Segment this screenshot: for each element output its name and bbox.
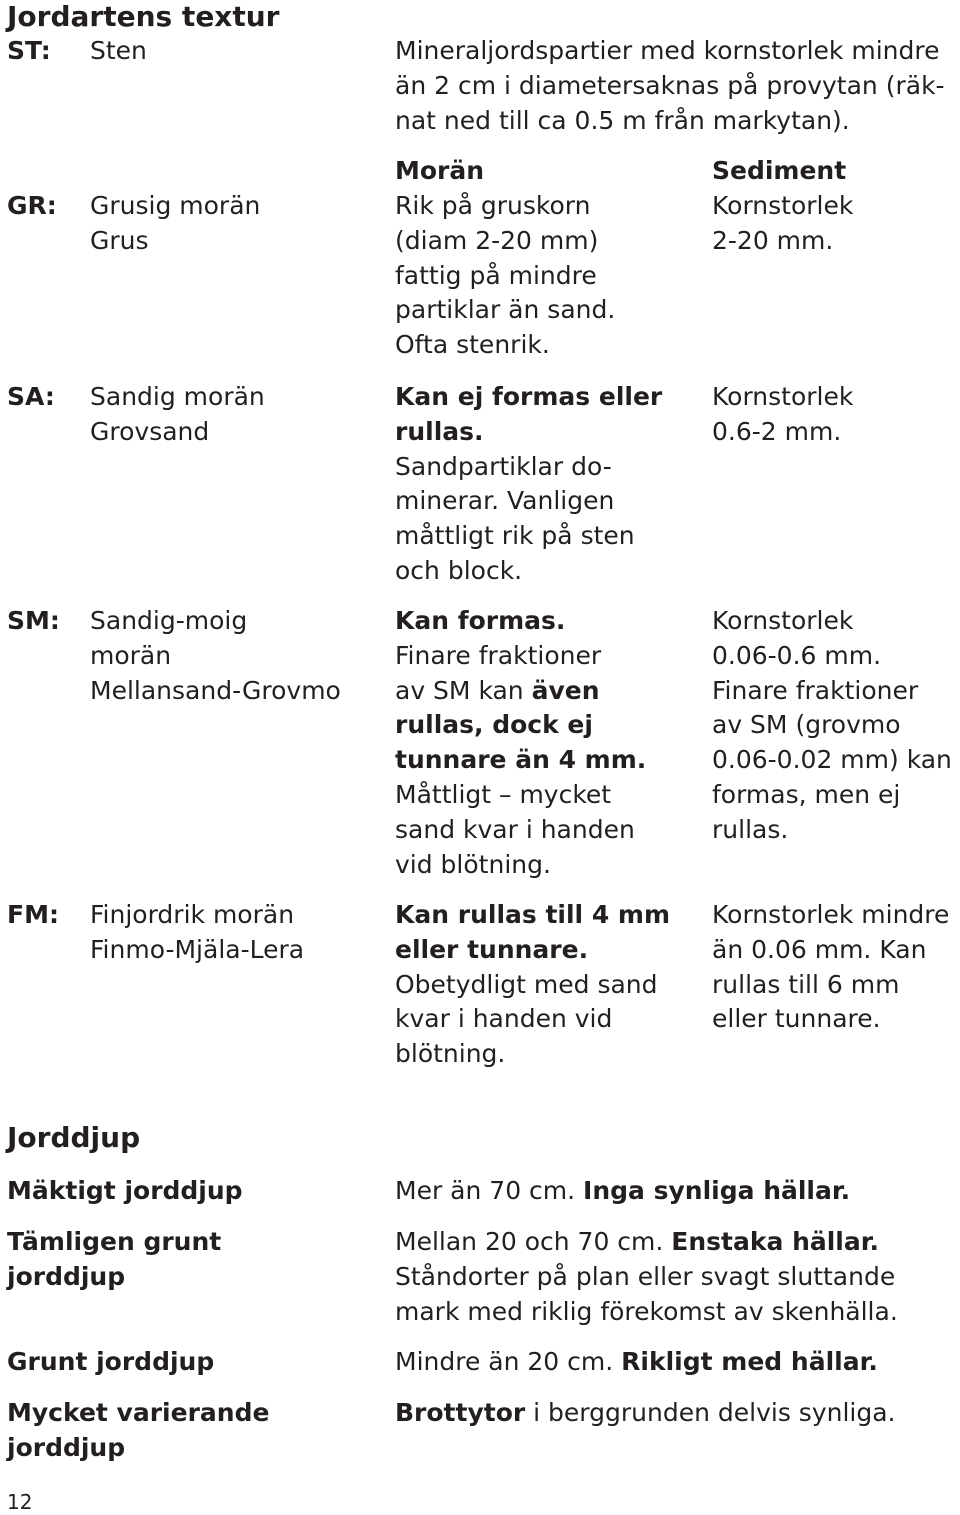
name-line: Finmo-Mjäla-Lera [90, 934, 305, 964]
moran-gr [395, 189, 615, 363]
text-line: och block. [395, 555, 523, 585]
text-line: Finare fraktioner [712, 675, 919, 705]
names-sm [90, 604, 341, 708]
text-line: partiklar än sand. [395, 295, 616, 325]
text-line: 0.06-0.6 mm. [712, 640, 882, 670]
text-run: Mindre än 20 cm. [395, 1347, 622, 1376]
name-line: Sandig-moig [90, 606, 248, 635]
text-line-bold: rullas. [395, 416, 484, 446]
text-line: Kornstorlek [712, 606, 854, 635]
depth-desc-3 [395, 1345, 878, 1380]
text-line-bold: Kan ej formas eller [395, 382, 663, 411]
section-heading-depth: Jorddjup [7, 1121, 141, 1154]
depth-label-3: Grunt jorddjup [7, 1347, 215, 1376]
description-st [395, 34, 945, 138]
text-line: Rik på gruskorn [395, 191, 591, 220]
text-line-bold: eller tunnare. [395, 934, 589, 964]
text-line: Sandpartiklar do- [395, 451, 612, 481]
text-line: nat ned till ca 0.5 m från markytan). [395, 105, 850, 135]
label-line: Mycket varierande [7, 1398, 270, 1427]
label-line: jorddjup [7, 1432, 126, 1462]
sediment-sa [712, 380, 853, 450]
moran-sm [395, 604, 646, 882]
names-sa [90, 380, 265, 450]
text-line: Mineraljordspartier med kornstorlek mindre [395, 36, 940, 65]
text-line: Ståndorter på plan eller svagt sluttande [395, 1261, 896, 1291]
text-line [395, 674, 646, 709]
text-line [395, 1345, 878, 1380]
depth-label-4 [7, 1396, 269, 1466]
text-line [395, 1396, 896, 1431]
section-heading-texture: Jordartens textur [7, 0, 280, 33]
name-line: Finjordrik morän [90, 900, 295, 929]
text-line-bold: rullas, dock ej [395, 710, 593, 740]
moran-sa [395, 380, 662, 589]
text-run: i berggrunden delvis synliga. [525, 1398, 896, 1427]
sediment-fm [712, 898, 949, 1037]
text-line: än 0.06 mm. Kan [712, 934, 927, 964]
text-line: Obetydligt med sand [395, 969, 658, 999]
names-gr [90, 189, 260, 259]
name-st: Sten [90, 36, 147, 65]
text-line: av SM (grovmo [712, 710, 901, 740]
text-line: Ofta stenrik. [395, 330, 550, 360]
code-st: ST: [7, 36, 51, 65]
text-line: eller tunnare. [712, 1004, 881, 1034]
text-run-bold: Enstaka hällar. [671, 1227, 880, 1256]
depth-desc-4 [395, 1396, 896, 1431]
text-line: Kornstorlek mindre [712, 900, 950, 929]
text-line: (diam 2-20 mm) [395, 225, 599, 255]
sediment-gr [712, 189, 853, 259]
label-line: Tämligen grunt [7, 1227, 222, 1256]
text-run-bold: Inga synliga hällar. [583, 1176, 851, 1205]
text-run-bold: Brottytor [395, 1398, 526, 1427]
label-line: jorddjup [7, 1261, 126, 1291]
depth-desc-1 [395, 1174, 850, 1209]
text-line: rullas. [712, 814, 789, 844]
text-line-bold: tunnare än 4 mm. [395, 745, 647, 775]
text-line: formas, men ej [712, 779, 901, 809]
text-run: av SM kan [395, 675, 532, 705]
text-run-bold: även [531, 675, 600, 705]
text-line [395, 1174, 850, 1209]
text-line: vid blötning. [395, 849, 551, 879]
text-run: Mellan 20 och 70 cm. [395, 1227, 672, 1256]
column-head-sediment: Sediment [712, 156, 847, 185]
text-line: mark med riklig förekomst av skenhälla. [395, 1296, 898, 1326]
page-number: 12 [7, 1490, 33, 1514]
text-run: Mer än 70 cm. [395, 1176, 584, 1205]
text-line: än 2 cm i diametersaknas på provytan (räk- [395, 70, 945, 100]
text-line: 0.06-0.02 mm) kan [712, 745, 952, 775]
text-line: Finare fraktioner [395, 640, 602, 670]
name-line: Grovsand [90, 416, 210, 446]
text-line: 0.6-2 mm. [712, 416, 842, 446]
sediment-sm [712, 604, 952, 848]
text-line-bold: Kan formas. [395, 606, 566, 635]
text-line: måttligt rik på sten [395, 521, 635, 551]
text-run-bold: Rikligt med hällar. [621, 1347, 878, 1376]
text-line: sand kvar i handen [395, 814, 635, 844]
text-line: Kornstorlek [712, 191, 854, 220]
code-sa: SA: [7, 382, 55, 411]
name-line: Grusig morän [90, 191, 261, 220]
depth-desc-2 [395, 1225, 898, 1329]
code-gr: GR: [7, 191, 57, 220]
text-line: rullas till 6 mm [712, 969, 900, 999]
names-fm [90, 898, 304, 968]
depth-label-2 [7, 1225, 221, 1295]
name-line: Grus [90, 225, 149, 255]
text-line: 2-20 mm. [712, 225, 834, 255]
text-line [395, 1225, 898, 1260]
code-sm: SM: [7, 606, 60, 635]
name-line: Mellansand-Grovmo [90, 675, 341, 705]
text-line: blötning. [395, 1039, 506, 1069]
column-head-moran: Morän [395, 156, 485, 185]
text-line-bold: Kan rullas till 4 mm [395, 900, 671, 929]
text-line: Måttligt – mycket [395, 779, 612, 809]
name-line: morän [90, 640, 172, 670]
text-line: fattig på mindre [395, 260, 597, 290]
code-fm: FM: [7, 900, 59, 929]
depth-label-1: Mäktigt jorddjup [7, 1176, 243, 1205]
moran-fm [395, 898, 670, 1072]
name-line: Sandig morän [90, 382, 265, 411]
text-line: Kornstorlek [712, 382, 854, 411]
text-line: minerar. Vanligen [395, 486, 615, 516]
text-line: kvar i handen vid [395, 1004, 613, 1034]
